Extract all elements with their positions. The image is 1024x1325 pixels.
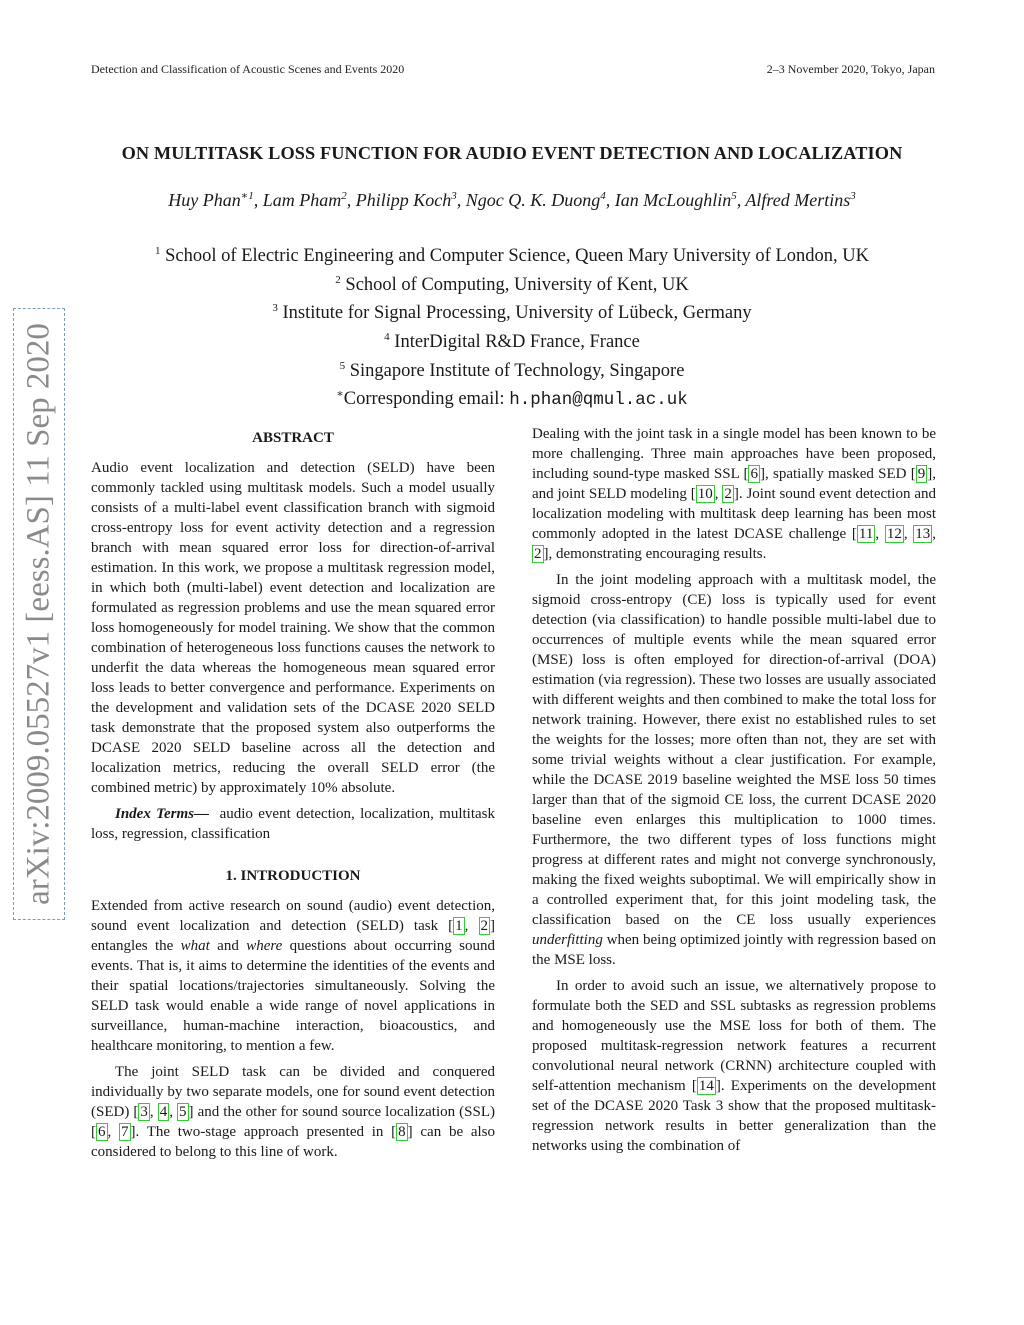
right-column [532, 424, 936, 1156]
emphasis-what: what [180, 938, 210, 954]
text-run: questions about occurring sound events. That is, it aims to determine the identities of the events and their spatial locations/trajectories simultaneously. Solving the SELD task would enable a wide range of novel applications in surveillance, human-machine interaction, bioacoustics, and healthcare monitoring, to mention a few. [91, 938, 495, 1054]
affiliation-text: School of Computing, University of Kent, UK [345, 274, 689, 295]
text-run: and [209, 938, 247, 954]
emphasis-where: where [246, 938, 283, 954]
affiliation [60, 297, 964, 326]
affiliation-sup: 2 [335, 273, 341, 286]
citation-link[interactable]: 4 [159, 1104, 168, 1120]
affiliation [60, 240, 964, 269]
paper-title: ON MULTITASK LOSS FUNCTION FOR AUDIO EVENT DETECTION AND LOCALIZATION [121, 143, 903, 163]
arxiv-stamp-text: arXiv:2009.05527v1 [eess.AS] 11 Sep 2020 [20, 323, 57, 905]
running-header-conference: Detection and Classification of Acoustic Scenes and Events 2020 [91, 62, 405, 76]
text-run: when being optimized jointly with regression based on the MSE loss. [532, 932, 936, 968]
citation-link[interactable]: 14 [698, 1078, 714, 1094]
text-run: , spatially masked SED [764, 466, 911, 482]
affiliation-list [60, 240, 964, 413]
text-run: Dealing with the joint task in a single model has been known to be more challenging. Three main approaches have been proposed, including sound-type masked SSL [532, 426, 936, 482]
index-terms-text: audio event detection, localization, multitask loss, regression, classification [91, 806, 495, 842]
index-terms-label: Index Terms— [115, 806, 209, 822]
affiliation-sup: 5 [339, 359, 346, 372]
affiliation-text: InterDigital R&D France, France [394, 332, 640, 353]
text-run: Extended from active research on sound (audio) event detection, sound event localization and detection (SELD) task [91, 898, 495, 934]
corresponding-sup: ∗ [336, 388, 344, 401]
author-name: Philipp Koch [355, 190, 452, 210]
citation-link[interactable]: 2 [724, 486, 732, 502]
text-run: The joint SELD task can be divided and conquered individually by two separate models, one for sound event detection (SED) [91, 1064, 495, 1120]
body-paragraph-2 [532, 570, 936, 970]
affiliation-text: School of Electric Engineering and Computer Science, Queen Mary University of London, UK [165, 246, 869, 267]
running-header-date: 2–3 November 2020, Tokyo, Japan [766, 62, 935, 76]
author-list: Huy Phan$^{∗1}$, Lam Pham$^2$, Philipp Koch$^3$, Ngoc Q. K. Duong$^4$, Ian McLoughlin$^5$, Alfred Mertins$^3$ [168, 190, 856, 210]
affiliation-sup: 4 [384, 330, 390, 343]
text-run: . Joint sound event detection and localization modeling with multitask deep learning has been most commonly adopted in the latest DCASE challenge [532, 486, 936, 542]
text-run: can be also considered to belong to this line of work. [91, 1124, 496, 1160]
left-column [91, 424, 495, 1162]
affiliation-text: Singapore Institute of Technology, Singapore [349, 360, 685, 381]
affiliation-text: Institute for Signal Processing, University of Lübeck, Germany [282, 303, 752, 324]
author-sup: 5 [731, 190, 737, 202]
affiliation [60, 355, 964, 384]
intro-paragraph-1: Extended from active research on sound (audio) event detection, sound event localization and detection (SELD) task [ 1 , 2 ] entangles the what and where questions about occurring sound events. That is, it aims to determine the identities of the events and their spatial locations/trajectories simultaneously. Solving the SELD task would enable a wide range of novel applications in surveillance, human-machine interaction, bioacoustics, and healthcare monitoring, to mention a few. [91, 898, 496, 1054]
author-sup: ∗1 [240, 190, 254, 202]
text-run: . Experiments on the development set of the DCASE 2020 Task 3 show that the proposed multitask-regression network results in better generalization than the networks using the combination of [532, 1078, 936, 1154]
text-run: entangles the [91, 938, 181, 954]
text-run: , and joint SELD modeling [532, 466, 936, 502]
citation-link[interactable]: 6 [98, 1124, 106, 1140]
text-run: and the other for sound source localization (SSL) [193, 1104, 496, 1120]
citation-link[interactable]: 2 [480, 918, 489, 934]
author-sup: 3 [850, 190, 856, 202]
author-name: Ian McLoughlin [614, 190, 732, 210]
citation-link[interactable]: 10 [697, 486, 713, 502]
text-run: In the joint modeling approach with a multitask model, the sigmoid cross-entropy (CE) loss is typically used for event detection (via classification) to handle possible multi-label due to occurrences of multiple events while the mean squared error (MSE) loss is often employed for direction-of-arrival (DOA) estimation (via regression). These two losses are usually associated with different weights and then combined to make the total loss for network training. However, there exist no established rules to set the weights for the losses; more often than not, they are set with some trivial weights without a clear justification. For example, while the DCASE 2019 baseline weighted the MSE loss 50 times larger than that of the sigmoid CE loss, the current DCASE 2020 baseline even enlarges this multiplication to 1000 times. Furthermore, the two different types of loss functions might progress at different rates and might not converge synchronously, making the fixed weights suboptimal. We will empirically show in a controlled experiment that, for this joint modeling task, the classification based on the CE loss usually experiences [532, 572, 936, 928]
citation-link[interactable]: 2 [534, 546, 542, 562]
author-sup: 4 [600, 190, 606, 202]
body-paragraph-1: Dealing with the joint task in a single model has been known to be more challenging. Three main approaches have been proposed, including sound-type masked SSL [ 6 ], spatially masked SED [ 9 ], and joint SELD modeling [ 10 , 2 ]. Joint sound event detection and localization modeling with multitask deep learning has been most commonly adopted in the latest DCASE challenge [ 11 , 12 , 13 , 2 ], demonstrating encouraging results. [532, 426, 937, 562]
affiliation [60, 269, 964, 298]
author-sup: 2 [341, 190, 347, 202]
affiliation-sup: 1 [155, 245, 161, 257]
body-paragraph-3: In order to avoid such an issue, we alternatively propose to formulate both the SED and SSL subtasks as regression problems and homogeneously use the MSE loss for both of them. The proposed multitask-regression network features a recurrent convolutional neural network (CRNN) architecture coupled with self-attention mechanism [ 14 ]. Experiments on the development set of the DCASE 2020 Task 3 show that the proposed multitask-regression network results in better generalization than the networks using the combination of [532, 978, 936, 1154]
citation-link[interactable]: 3 [140, 1104, 148, 1120]
corresponding-email-line [60, 383, 964, 413]
email-link[interactable]: h.phan@qmul.ac.uk [509, 390, 688, 411]
citation-link[interactable]: 5 [179, 1104, 187, 1120]
index-terms [91, 804, 495, 844]
arxiv-stamp[interactable] [13, 308, 65, 920]
citation-link[interactable]: 12 [886, 526, 902, 542]
citation-link[interactable]: 6 [750, 466, 758, 482]
abstract-text: Audio event localization and detection (SELD) have been commonly tackled using multitask models. Such a model usually consists of a multi-label event classification branch with sigmoid cross-entropy loss for event activity detection and a regression branch with mean squared error loss for direction-of-arrival estimation. In this work, we propose a multitask regression model, in which both (multi-label) event detection and localization are formulated as regression problems and use the mean squared error loss homogeneously for model training. We show that the common combination of heterogeneous loss functions causes the network to underfit the data whereas the homogeneous mean squared error loss leads to better convergence and performance. Experiments on the development and validation sets of the DCASE 2020 SELD task demonstrate that the proposed system also outperforms the DCASE 2020 SELD baseline across all the detection and localization metrics, reducing the overall SELD error (the combined metric) by approximately 10% absolute. [91, 460, 495, 796]
author-name: Huy Phan [168, 190, 241, 210]
text-run: In order to avoid such an issue, we alternatively propose to formulate both the SED and SSL subtasks as regression problems and homogeneously use the MSE loss for both of them. The proposed multitask-regression network features a recurrent convolutional neural network (CRNN) architecture coupled with self-attention mechanism [532, 978, 936, 1094]
citation-link[interactable]: 7 [121, 1124, 129, 1140]
author-sup: 3 [451, 190, 457, 202]
author-name: Alfred Mertins [745, 190, 851, 210]
text-run: . The two-stage approach presented in [135, 1124, 392, 1140]
citation-link[interactable]: 11 [858, 526, 874, 542]
affiliation-sup: 3 [272, 302, 278, 315]
introduction-heading: 1. INTRODUCTION [225, 868, 361, 884]
author-name: Lam Pham [262, 190, 342, 210]
citation-link[interactable]: 1 [455, 918, 463, 934]
citation-link[interactable]: 9 [917, 466, 926, 482]
text-run: , demonstrating encouraging results. [548, 546, 767, 562]
abstract-heading: ABSTRACT [252, 430, 334, 446]
citation-link[interactable]: 13 [915, 526, 931, 542]
intro-paragraph-2: The joint SELD task can be divided and conquered individually by two separate models, one for sound event detection (SED) [ 3 , 4 , 5 ] and the other for sound source localization (SSL) [ 6 , 7 ]. The two-stage approach presented in [ 8 ] can be also considered to belong to this line of work. [91, 1064, 496, 1160]
corresponding-label: Corresponding email: [343, 389, 505, 410]
citation-link[interactable]: 8 [398, 1124, 406, 1140]
emphasis-underfitting: underfitting [532, 932, 603, 948]
affiliation [60, 326, 964, 355]
author-name: Ngoc Q. K. Duong [465, 190, 601, 210]
